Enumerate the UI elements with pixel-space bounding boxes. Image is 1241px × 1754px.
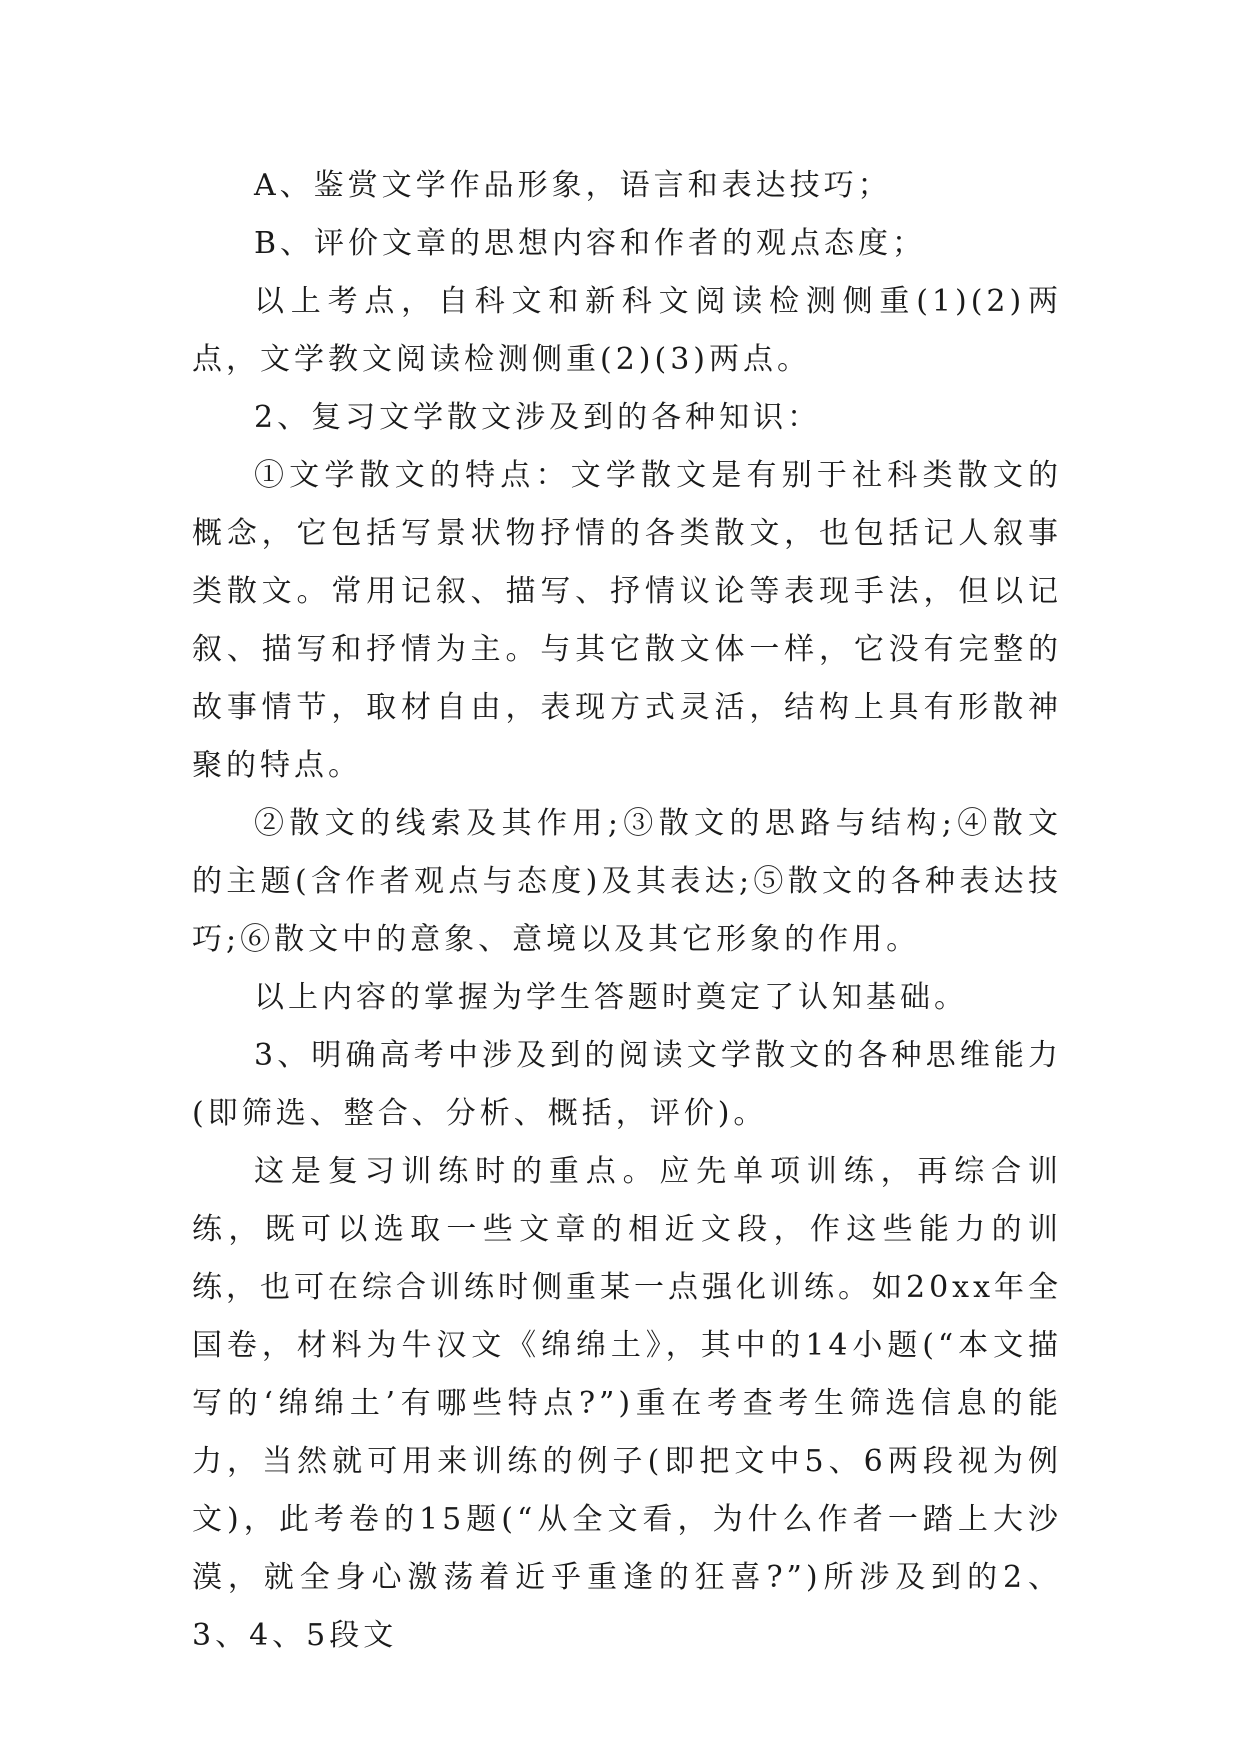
paragraph-foundation-note: 以上内容的掌握为学生答题时奠定了认知基础。 — [254, 980, 968, 1015]
paragraph-prose-topics: ②散文的线索及其作用;③散文的思路与结构;④散文的主题(含作者观点与态度)及其表达;⑤散文的各种表达技巧;⑥散文中的意象、意境以及其它形象的作用。 — [192, 806, 1062, 957]
paragraph-prose-features: ①文学散文的特点：文学散文是有别于社科类散文的概念，它包括写景状物抒情的各类散文，也包括记人叙事类散文。常用记叙、描写、抒情议论等表现手法，但以记叙、描写和抒情为主。与其它散文体一样，它没有完整的故事情节，取材自由，表现方式灵活，结构上具有形散神聚的特点。 — [192, 458, 1062, 783]
paragraph-item-b: B、评价文章的思想内容和作者的观点态度； — [254, 226, 927, 261]
paragraph-section-3-heading: 3、明确高考中涉及到的阅读文学散文的各种思维能力(即筛选、整合、分析、概括，评价)。 — [192, 1038, 1062, 1131]
paragraph-section-2-heading: 2、复习文学散文涉及到的各种知识： — [254, 400, 822, 435]
paragraph-item-a: A、鉴赏文学作品形象，语言和表达技巧； — [254, 168, 892, 203]
document-body — [192, 157, 1062, 1665]
paragraph-training-focus: 这是复习训练时的重点。应先单项训练，再综合训练，既可以选取一些文章的相近文段，作这些能力的训练，也可在综合训练时侧重某一点强化训练。如20xx年全国卷，材料为牛汉文《绵绵土》，其中的14小题(“本文描写的‘绵绵土’有哪些特点?”)重在考查考生筛选信息的能力，当然就可用来训练的例子(即把文中5、6两段视为例文)，此考卷的15题(“从全文看，为什么作者一踏上大沙漠，就全身心激荡着近乎重逢的狂喜?”)所涉及到的2、3、4、5段文 — [192, 1154, 1063, 1653]
paragraph-focus-note: 以上考点，自科文和新科文阅读检测侧重(1)(2)两点，文学教文阅读检测侧重(2)(3)两点。 — [192, 284, 1062, 377]
